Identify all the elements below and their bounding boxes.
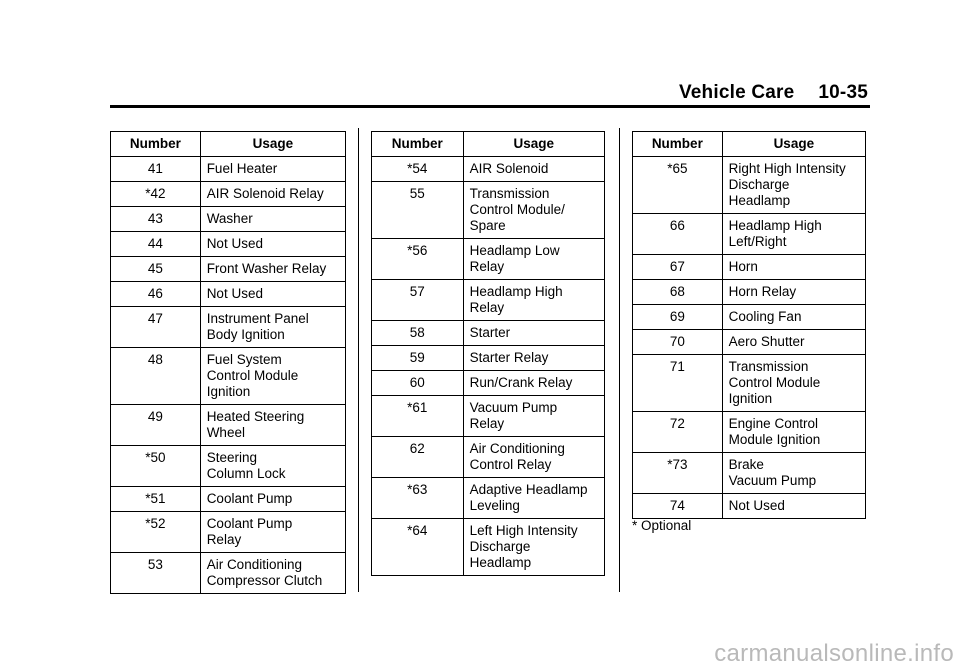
usage-line: Relay [469,259,505,274]
fuse-number: *73 [633,453,723,494]
usage-line: Adaptive Headlamp [469,482,588,497]
column-header-usage: Usage [722,132,865,157]
usage-line: Transmission [469,186,550,201]
fuse-usage [200,282,345,307]
usage-line: Headlamp [728,193,791,208]
table-row [372,321,605,346]
usage-line: Relay [469,300,505,315]
column-divider [619,128,620,592]
usage-line: Starter [469,325,511,340]
usage-line: Horn Relay [728,284,797,299]
table-row [111,348,346,405]
fuse-number: 71 [633,355,723,412]
fuse-usage [200,487,345,512]
table-row [372,239,605,280]
usage-line: Right High Intensity [728,161,846,176]
fuse-usage [722,305,865,330]
usage-line: AIR Solenoid Relay [206,186,324,201]
table-row [372,346,605,371]
fuse-usage [463,182,604,239]
table-row [372,519,605,576]
usage-line: Discharge [469,539,531,554]
fuse-number: *61 [372,396,464,437]
fuse-number: 59 [372,346,464,371]
fuse-number: *56 [372,239,464,280]
fuse-number: 55 [372,182,464,239]
usage-line: Left/Right [728,234,787,249]
usage-line: Headlamp High [469,284,563,299]
fuse-number: *63 [372,478,464,519]
fuse-number: 46 [111,282,201,307]
fuse-usage [722,255,865,280]
usage-line: Left High Intensity [469,523,578,538]
table-row [372,396,605,437]
table-row [633,330,866,355]
fuse-number: 45 [111,257,201,282]
fuse-number: 60 [372,371,464,396]
table-row [372,437,605,478]
fuse-usage [200,348,345,405]
usage-line: Headlamp [469,555,532,570]
table-row [633,214,866,255]
column-header-number: Number [372,132,464,157]
fuse-usage [463,321,604,346]
fuse-usage [722,280,865,305]
table-row [111,307,346,348]
fuse-usage [463,239,604,280]
table-row [633,412,866,453]
watermark: carmanualsonline.info [714,640,954,667]
fuse-usage [722,494,865,519]
fuse-usage [463,478,604,519]
fuse-number: 66 [633,214,723,255]
table-row [633,255,866,280]
usage-line: Air Conditioning [469,441,565,456]
table-row [633,453,866,494]
table-row [111,232,346,257]
table-row [372,182,605,239]
fuse-number: 48 [111,348,201,405]
usage-line: Heated Steering [206,409,305,424]
fuse-usage [722,453,865,494]
fuse-usage [722,214,865,255]
usage-line: AIR Solenoid [469,161,549,176]
fuse-usage [200,405,345,446]
usage-line: Wheel [206,425,245,440]
table-row [111,182,346,207]
fuse-usage [200,446,345,487]
usage-line: Spare [469,218,506,233]
table-row [111,446,346,487]
fuse-number: 41 [111,157,201,182]
fuse-usage [200,157,345,182]
fuse-usage [722,355,865,412]
fuse-number: 69 [633,305,723,330]
fuse-usage [200,512,345,553]
usage-line: Control Relay [469,457,552,472]
fuse-usage [463,280,604,321]
fuse-number: *54 [372,157,464,182]
fuse-table-3 [632,131,866,519]
usage-line: Headlamp Low [469,243,560,258]
fuse-number: *51 [111,487,201,512]
table-row [633,280,866,305]
table-row [372,280,605,321]
fuse-table-1 [110,131,346,594]
usage-line: Coolant Pump [206,491,293,506]
usage-line: Module Ignition [728,432,821,447]
usage-line: Coolant Pump [206,516,293,531]
table-row [111,512,346,553]
fuse-number: 72 [633,412,723,453]
table-row [633,157,866,214]
fuse-number: 47 [111,307,201,348]
usage-line: Transmission [728,359,809,374]
usage-line: Not Used [206,236,263,251]
fuse-number: 62 [372,437,464,478]
fuse-number: *64 [372,519,464,576]
usage-line: Not Used [728,498,785,513]
table-row [111,487,346,512]
table-row [111,257,346,282]
usage-line: Washer [206,211,253,226]
fuse-number: 70 [633,330,723,355]
fuse-usage [463,371,604,396]
table-row [111,553,346,594]
usage-line: Compressor Clutch [206,573,323,588]
column-header-number: Number [111,132,201,157]
usage-line: Run/Crank Relay [469,375,573,390]
fuse-number: 74 [633,494,723,519]
fuse-usage [200,307,345,348]
usage-line: Fuel Heater [206,161,278,176]
table-row [111,207,346,232]
usage-line: Aero Shutter [728,334,805,349]
fuse-usage [722,412,865,453]
column-header-usage: Usage [200,132,345,157]
usage-line: Relay [206,532,242,547]
table-row [111,157,346,182]
table-row [111,282,346,307]
fuse-usage [722,157,865,214]
usage-line: Horn [728,259,758,274]
usage-line: Vacuum Pump [469,400,558,415]
page-number: 10-35 [818,82,868,103]
usage-line: Engine Control [728,416,818,431]
usage-line: Air Conditioning [206,557,302,572]
usage-line: Ignition [206,384,251,399]
table-row [633,355,866,412]
table-row [633,305,866,330]
fuse-number: 49 [111,405,201,446]
usage-line: Control Module/ [469,202,565,217]
fuse-number: *50 [111,446,201,487]
fuse-number: *65 [633,157,723,214]
fuse-usage [722,330,865,355]
usage-line: Body Ignition [206,327,285,342]
column-header-usage: Usage [463,132,604,157]
fuse-number: 53 [111,553,201,594]
usage-line: Control Module [728,375,821,390]
usage-line: Starter Relay [469,350,549,365]
fuse-usage [200,207,345,232]
footnote: * Optional [632,518,692,533]
usage-line: Steering [206,450,257,465]
table-row [372,157,605,182]
table-row [372,478,605,519]
fuse-usage [463,346,604,371]
usage-line: Fuel System [206,352,282,367]
usage-line: Not Used [206,286,263,301]
fuse-number: 68 [633,280,723,305]
fuse-table-2 [371,131,605,576]
section-title: Vehicle Care [678,82,795,103]
fuse-usage [463,437,604,478]
column-divider [358,128,359,592]
usage-line: Brake [728,457,764,472]
fuse-number: *52 [111,512,201,553]
table-row [633,494,866,519]
usage-line: Control Module [206,368,299,383]
usage-line: Front Washer Relay [206,261,327,276]
usage-line: Column Lock [206,466,286,481]
fuse-number: 43 [111,207,201,232]
header-rule [110,105,870,108]
fuse-usage [463,157,604,182]
fuse-number: *42 [111,182,201,207]
column-header-number: Number [633,132,723,157]
fuse-number: 57 [372,280,464,321]
fuse-usage [200,182,345,207]
fuse-number: 67 [633,255,723,280]
usage-line: Cooling Fan [728,309,802,324]
usage-line: Headlamp High [728,218,822,233]
usage-line: Leveling [469,498,520,513]
fuse-usage [463,396,604,437]
table-row [372,371,605,396]
fuse-usage [200,553,345,594]
usage-line: Discharge [728,177,790,192]
page-header [679,82,868,104]
usage-line: Instrument Panel [206,311,309,326]
usage-line: Ignition [728,391,773,406]
fuse-number: 58 [372,321,464,346]
fuse-usage [200,257,345,282]
fuse-number: 44 [111,232,201,257]
usage-line: Relay [469,416,505,431]
fuse-usage [463,519,604,576]
fuse-usage [200,232,345,257]
usage-line: Vacuum Pump [728,473,817,488]
table-row [111,405,346,446]
